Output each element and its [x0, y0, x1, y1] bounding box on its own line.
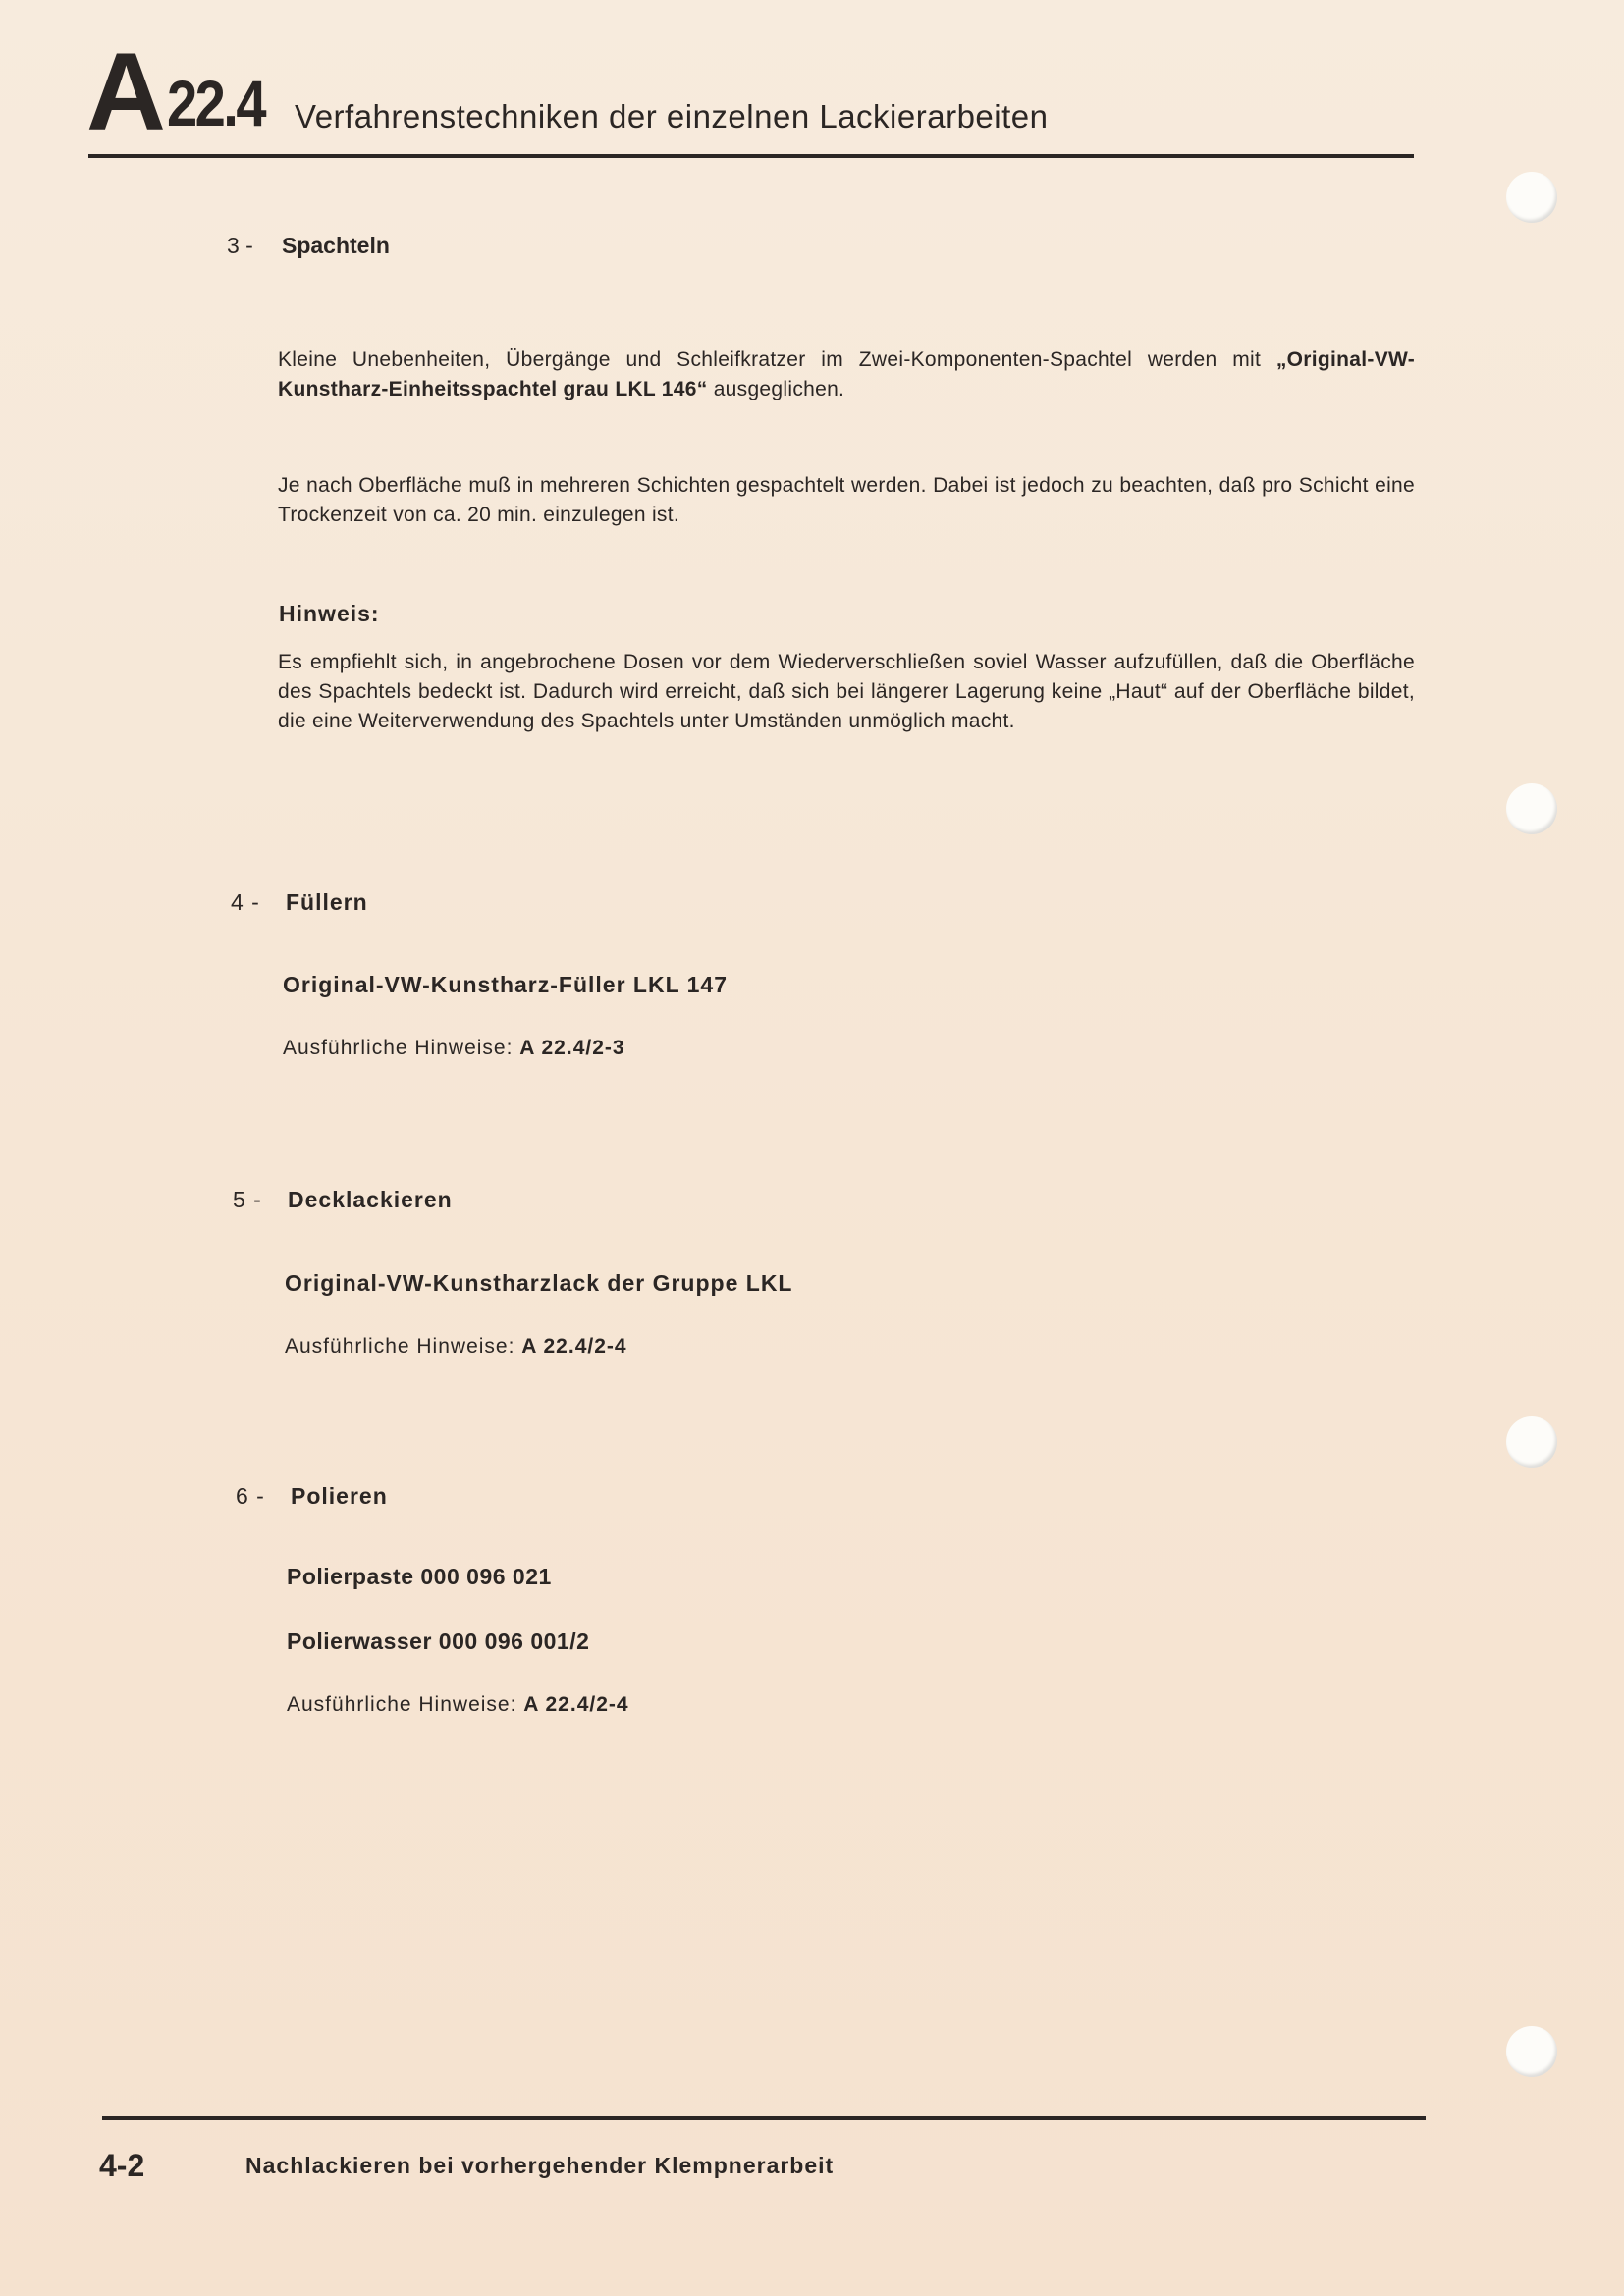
punch-hole [1506, 172, 1557, 223]
reference-label: Ausführliche Hinweise: [285, 1335, 515, 1358]
product-name: Original-VW-Kunstharzlack der Gruppe LKL [285, 1270, 793, 1296]
punch-hole [1506, 2026, 1557, 2077]
section-heading-polieren [236, 1485, 388, 1508]
chapter-number: 22.4 [167, 67, 264, 139]
page-number: 4-2 [99, 2148, 145, 2183]
product-name: Polierwasser 000 096 001/2 [287, 1629, 590, 1654]
chapter-letter: A [86, 30, 162, 153]
punch-hole [1506, 783, 1557, 834]
section-title: Füllern [286, 889, 368, 915]
paragraph-text: ausgeglichen. [713, 378, 845, 400]
paragraph-text: Kleine Unebenheiten, Übergänge und Schleifkratzer im Zwei-Komponenten-Spachtel werden mit [278, 348, 1262, 371]
reference-link: A 22.4/2-4 [521, 1335, 627, 1358]
product-name: Polierpaste 000 096 021 [287, 1564, 552, 1589]
reference-label: Ausführliche Hinweise: [287, 1693, 517, 1716]
paragraph [278, 346, 1415, 404]
reference-label: Ausführliche Hinweise: [283, 1037, 514, 1059]
section-title: Decklackieren [288, 1187, 453, 1212]
reference [287, 1694, 629, 1715]
section-title: Polieren [291, 1483, 388, 1509]
section-number: 3 - [227, 233, 253, 258]
header-rule [88, 154, 1414, 158]
section-heading-spachteln [227, 235, 390, 257]
section-heading-fuellern [231, 891, 368, 914]
section-number: 6 - [236, 1483, 265, 1509]
reference-link: A 22.4/2-4 [523, 1693, 629, 1716]
product-name: Original-VW-Kunstharz-Füller LKL 147 [283, 972, 728, 997]
section-title: Spachteln [282, 233, 390, 258]
product-name: „Original-VW-Kunstharz-Einheitsspachtel grau LKL 146“ [278, 348, 1415, 400]
punch-hole [1506, 1416, 1557, 1468]
section-heading-decklackieren [233, 1189, 453, 1211]
note-text: Es empfiehlt sich, in angebrochene Dosen vor dem Wiederverschließen soviel Wasser aufzufüllen, daß die Oberfläche des Spachtels bedeckt ist. Dadurch wird erreicht, daß sich bei längerer Lagerung keine „Haut“ auf der Oberfläche bildet, die eine Weiterverwendung des Spachtels unter Umständen unmöglich macht. [278, 651, 1415, 732]
paragraph: Je nach Oberfläche muß in mehreren Schichten gespachtelt werden. Dabei ist jedoch zu beachten, daß pro Schicht eine Trockenzeit von ca. 20 min. einzulegen ist. [278, 474, 1415, 526]
section-number: 5 - [233, 1187, 262, 1212]
footer-rule [102, 2116, 1426, 2120]
reference-link: A 22.4/2-3 [519, 1037, 625, 1059]
section-number: 4 - [231, 889, 260, 915]
note-label: Hinweis: [279, 601, 380, 626]
page-title: Verfahrenstechniken der einzelnen Lackierarbeiten [295, 98, 1049, 134]
reference [285, 1336, 627, 1357]
reference [283, 1038, 625, 1058]
footer-title: Nachlackieren bei vorhergehender Klempnerarbeit [245, 2153, 835, 2178]
